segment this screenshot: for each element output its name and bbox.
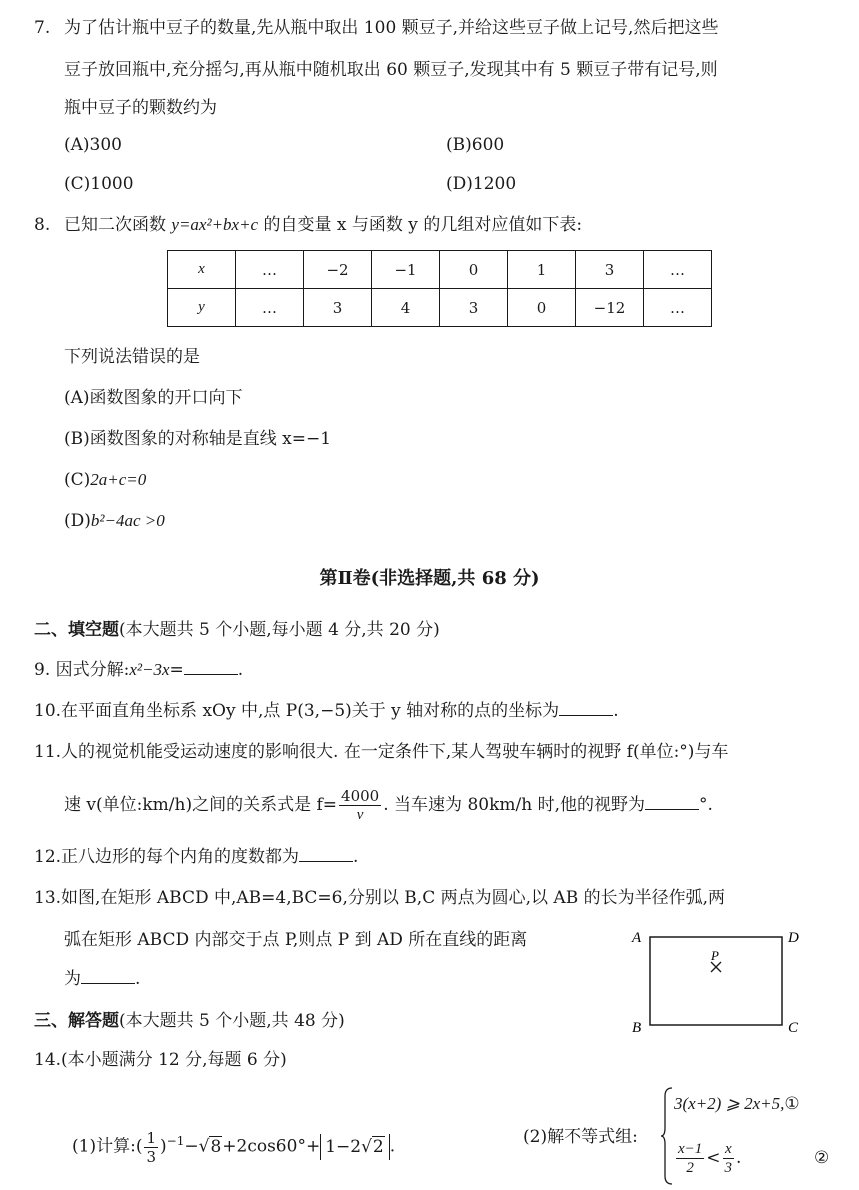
answer-blank[interactable] <box>559 701 613 716</box>
label-d: D <box>788 930 799 946</box>
fraction-right: $\frac{x}{3}$ <box>724 1141 733 1176</box>
q8-value-table <box>167 250 712 327</box>
q11-line2: 速 v(单位:km/h)之间的关系式是 f= $\frac{4000}{v}$ . 当车速为 80km/h 时,他的视野为 °. <box>64 787 713 823</box>
table-cell: 3 <box>576 251 644 289</box>
q14-part2-label: (2)解不等式组: <box>523 1127 638 1147</box>
q8-stem: 已知二次函数 y=ax²+bx+c 的自变量 x 与函数 y 的几组对应值如下表: <box>64 215 583 235</box>
table-cell: 0 <box>508 289 576 327</box>
answer-blank[interactable] <box>299 847 353 862</box>
table-cell: −1 <box>372 251 440 289</box>
answer-blank[interactable] <box>645 795 699 810</box>
label-a: A <box>632 930 642 946</box>
q7-option-c: (C)1000 <box>64 174 134 194</box>
q8-option-a: (A)函数图象的开口向下 <box>64 388 243 408</box>
table-cell: 1 <box>508 251 576 289</box>
q7-stem-line1: 为了估计瓶中豆子的数量,先从瓶中取出 100 颗豆子,并给这些豆子做上记号,然后把这些 <box>64 18 719 38</box>
fraction-left: $\frac{x-1}{2}$ <box>678 1141 703 1176</box>
table-cell: 4 <box>372 289 440 327</box>
table-cell: −2 <box>304 251 372 289</box>
q7-stem-line2: 豆子放回瓶中,充分摇匀,再从瓶中随机取出 60 颗豆子,发现其中有 5 颗豆子带有记号,则 <box>64 60 718 80</box>
section2-heading: 二、填空题(本大题共 5 个小题,每小题 4 分,共 20 分) <box>34 620 440 640</box>
inequality-2: $\frac{x-1}{2}$ < $\frac{x}{3}$ . <box>678 1141 742 1176</box>
label-b: B <box>632 1020 642 1036</box>
q11-line1: 11.人的视觉机能受运动速度的影响很大. 在一定条件下,某人驾驶车辆时的视野 f(单位:°)与车 <box>34 742 729 762</box>
inequality-1: 3(x+2) ⩾ 2x+5,① <box>674 1094 800 1114</box>
q8-option-b: (B)函数图象的对称轴是直线 x=−1 <box>64 429 332 449</box>
table-row <box>168 289 712 327</box>
inequality-2-mark: ② <box>814 1148 830 1168</box>
q7-stem-line3: 瓶中豆子的颗数约为 <box>64 98 217 118</box>
q8-option-d: (D)b²−4ac >0 <box>64 511 165 531</box>
q13-line3: 为 . <box>64 969 141 989</box>
label-p: P <box>711 948 719 963</box>
q8-number: 8. <box>34 215 51 235</box>
section3-heading: 三、解答题(本大题共 5 个小题,共 48 分) <box>34 1011 345 1031</box>
absolute-value: 1−2√2 <box>320 1134 390 1160</box>
q10: 10.在平面直角坐标系 xOy 中,点 P(3,−5)关于 y 轴对称的点的坐标为 . <box>34 701 619 721</box>
table-cell: … <box>236 289 304 327</box>
q14-fraction: $\frac{1}{3}$ <box>146 1128 156 1166</box>
table-cell: 3 <box>440 289 508 327</box>
table-cell: 3 <box>304 289 372 327</box>
q13-rectangle-figure <box>625 922 815 1040</box>
part2-title: 第Ⅱ卷(非选择题,共 68 分) <box>319 568 540 589</box>
label-c: C <box>788 1020 799 1036</box>
q7-option-a: (A)300 <box>64 135 122 155</box>
table-row <box>168 251 712 289</box>
point-p-cross-icon <box>711 962 721 972</box>
q8-prompt: 下列说法错误的是 <box>64 347 200 367</box>
system-brace <box>660 1086 674 1186</box>
table-cell: y <box>168 289 236 327</box>
table-cell: x <box>168 251 236 289</box>
q7-option-b: (B)600 <box>446 135 505 155</box>
table-cell: … <box>236 251 304 289</box>
answer-blank[interactable] <box>81 969 135 984</box>
table-cell: … <box>644 251 712 289</box>
q13-line2: 弧在矩形 ABCD 内部交于点 P,则点 P 到 AD 所在直线的距离 <box>64 930 528 950</box>
q8-option-c: (C)2a+c=0 <box>64 470 147 490</box>
table-cell: … <box>644 289 712 327</box>
q12: 12.正八边形的每个内角的度数都为 . <box>34 847 359 867</box>
q14-header: 14.(本小题满分 12 分,每题 6 分) <box>34 1050 287 1070</box>
answer-blank[interactable] <box>184 660 238 675</box>
q14-part1: (1)计算:( $\frac{1}{3}$ )$^{-1}$−√8+2cos60°+ 1−2√2 . <box>72 1128 396 1166</box>
q11-fraction: $\frac{4000}{v}$ <box>341 787 380 823</box>
table-cell: −12 <box>576 289 644 327</box>
q7-option-d: (D)1200 <box>446 174 517 194</box>
table-cell: 0 <box>440 251 508 289</box>
q9: 9. 因式分解:x²−3x= . <box>34 660 244 680</box>
q7-number: 7. <box>34 18 51 38</box>
q13-line1: 13.如图,在矩形 ABCD 中,AB=4,BC=6,分别以 B,C 两点为圆心,以 AB 的长为半径作弧,两 <box>34 888 725 908</box>
